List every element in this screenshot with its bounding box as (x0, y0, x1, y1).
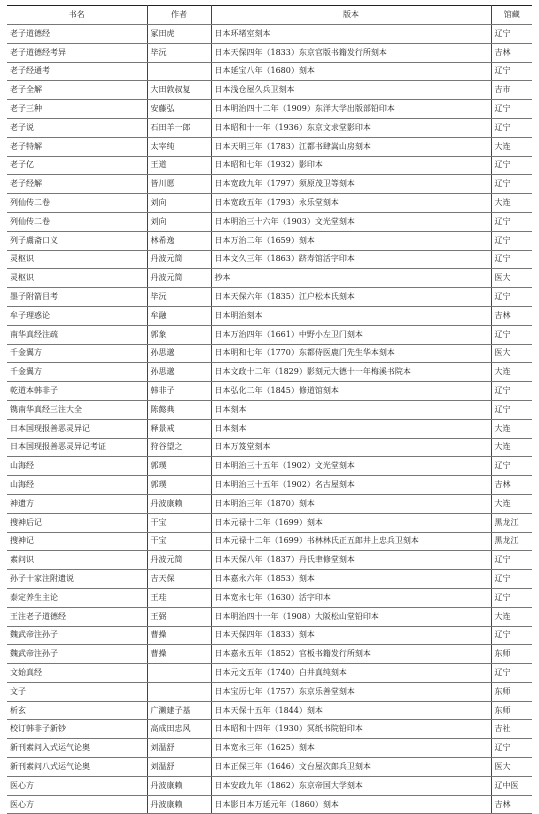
cell-edition: 日本环堵室刻本 (211, 25, 491, 44)
cell-edition: 日本嘉永六年（1853）刻本 (211, 570, 491, 589)
cell-title: 千金翼方 (7, 344, 147, 363)
cell-author: 高成田忠风 (147, 720, 211, 739)
table-row (7, 269, 532, 288)
cell-library: 辽宁 (491, 25, 532, 44)
cell-library: 辽宁 (491, 212, 532, 231)
table-row (7, 212, 532, 231)
cell-title: 老子道德经 (7, 25, 147, 44)
cell-title: 老子说 (7, 118, 147, 137)
cell-edition: 日本元文五年（1740）白井真纯刻本 (211, 664, 491, 683)
cell-title: 千金翼方 (7, 363, 147, 382)
table-row (7, 250, 532, 269)
table-row (7, 231, 532, 250)
cell-edition: 日本宽政五年（1793）永乐堂刻本 (211, 194, 491, 213)
cell-author: 冢田虎 (147, 25, 211, 44)
cell-title: 列仙传二卷 (7, 212, 147, 231)
cell-title: 灵枢识 (7, 250, 147, 269)
cell-library: 吉社 (491, 720, 532, 739)
table-body (7, 25, 532, 814)
table-row (7, 62, 532, 81)
cell-library: 医大 (491, 758, 532, 777)
cell-edition: 日本影日本万延元年（1860）刻本 (211, 795, 491, 814)
cell-edition: 日本宽永三年（1625）刻本 (211, 739, 491, 758)
cell-library: 大连 (491, 494, 532, 513)
table-row (7, 382, 532, 401)
cell-library: 东师 (491, 682, 532, 701)
cell-title: 老子道德经考异 (7, 43, 147, 62)
cell-author: 释景戒 (147, 419, 211, 438)
cell-author: 王珪 (147, 588, 211, 607)
table-row (7, 100, 532, 119)
cell-library: 辽宁 (491, 100, 532, 119)
cell-library: 辽宁 (491, 325, 532, 344)
table-row (7, 551, 532, 570)
table-row (7, 607, 532, 626)
cell-edition: 日本明治四十二年（1909）东洋大学出版部铅印本 (211, 100, 491, 119)
table-row (7, 720, 532, 739)
cell-library: 吉林 (491, 476, 532, 495)
cell-library: 大连 (491, 363, 532, 382)
cell-edition: 日本明治刻本 (211, 306, 491, 325)
cell-edition: 日本万治二年（1659）刻本 (211, 231, 491, 250)
cell-author: 石田羊一郎 (147, 118, 211, 137)
cell-title: 乾道本韩非子 (7, 382, 147, 401)
cell-edition: 日本宽政九年（1797）须原茂卫等刻本 (211, 175, 491, 194)
cell-edition: 日本弘化二年（1845）修道馆刻本 (211, 382, 491, 401)
header-title: 书名 (7, 6, 147, 25)
cell-title: 魏武帝注孙子 (7, 645, 147, 664)
table-row (7, 43, 532, 62)
cell-edition: 日本宝历七年（1757）东京乐善堂刻本 (211, 682, 491, 701)
cell-author: 安藤弘 (147, 100, 211, 119)
cell-library: 大连 (491, 194, 532, 213)
cell-library: 大连 (491, 438, 532, 457)
table-row (7, 288, 532, 307)
table-row (7, 513, 532, 532)
cell-edition: 日本明治三年（1870）刻本 (211, 494, 491, 513)
cell-edition: 日本文政十二年（1829）影刻元大德十一年梅溪书院本 (211, 363, 491, 382)
cell-author (147, 682, 211, 701)
cell-title: 南华真经注疏 (7, 325, 147, 344)
table-row (7, 156, 532, 175)
cell-library: 辽宁 (491, 664, 532, 683)
cell-edition: 日本天保十五年（1844）刻本 (211, 701, 491, 720)
cell-title: 日本国现报善恶灵异记 (7, 419, 147, 438)
cell-author: 陈懿典 (147, 400, 211, 419)
cell-library: 东师 (491, 701, 532, 720)
cell-title: 山海经 (7, 457, 147, 476)
cell-library: 辽宁 (491, 250, 532, 269)
table-row (7, 194, 532, 213)
cell-library: 辽宁 (491, 231, 532, 250)
cell-author: 刘向 (147, 212, 211, 231)
cell-library: 医大 (491, 344, 532, 363)
cell-library: 东师 (491, 645, 532, 664)
table-row (7, 701, 532, 720)
cell-author: 大田敦叔复 (147, 81, 211, 100)
cell-library: 医大 (491, 269, 532, 288)
cell-edition: 日本昭和七年（1932）影印本 (211, 156, 491, 175)
cell-author (147, 664, 211, 683)
table-row (7, 645, 532, 664)
cell-edition: 日本昭和十四年（1930）冥纸书院铅印本 (211, 720, 491, 739)
cell-edition: 日本嘉永五年（1852）官板书籍发行所刻本 (211, 645, 491, 664)
cell-library: 黑龙江 (491, 513, 532, 532)
cell-library: 辽宁 (491, 62, 532, 81)
cell-title: 校订韩非子新钞 (7, 720, 147, 739)
table-row (7, 494, 532, 513)
header-author: 作者 (147, 6, 211, 25)
cell-author: 郭象 (147, 325, 211, 344)
cell-title: 老子经解 (7, 175, 147, 194)
table-row (7, 588, 532, 607)
cell-author: 太宰纯 (147, 137, 211, 156)
cell-title: 医心方 (7, 776, 147, 795)
cell-edition: 日本明治四十一年（1908）大阪松山堂铅印本 (211, 607, 491, 626)
table-row (7, 776, 532, 795)
cell-title: 新刊素问八式运气论奥 (7, 758, 147, 777)
table-row (7, 400, 532, 419)
table-row (7, 325, 532, 344)
cell-library: 吉林 (491, 43, 532, 62)
table-row (7, 344, 532, 363)
cell-title: 搜神后记 (7, 513, 147, 532)
cell-title: 泰定养生主论 (7, 588, 147, 607)
cell-edition: 日本正保三年（1646）文台屋次郎兵卫刻本 (211, 758, 491, 777)
cell-edition: 日本宽永七年（1630）活字印本 (211, 588, 491, 607)
cell-library: 吉市 (491, 81, 532, 100)
table-row (7, 438, 532, 457)
cell-edition: 日本天保六年（1835）江户松本氏刻本 (211, 288, 491, 307)
cell-edition: 日本安政九年（1862）东京帝国大学刻本 (211, 776, 491, 795)
cell-title: 老子全解 (7, 81, 147, 100)
cell-title: 镌南华真经三注大全 (7, 400, 147, 419)
table-row (7, 175, 532, 194)
table-row (7, 25, 532, 44)
cell-author: 郭璞 (147, 457, 211, 476)
cell-author: 丹波康赖 (147, 776, 211, 795)
table-row (7, 419, 532, 438)
cell-title: 牟子理惑论 (7, 306, 147, 325)
cell-library: 辽中医 (491, 776, 532, 795)
cell-edition: 日本明和七年（1770）东都侍医鹿门先生华本刻本 (211, 344, 491, 363)
cell-library: 辽宁 (491, 175, 532, 194)
table-row (7, 758, 532, 777)
header-edition: 版本 (211, 6, 491, 25)
cell-author: 毕沅 (147, 43, 211, 62)
table-row (7, 306, 532, 325)
table-row (7, 363, 532, 382)
cell-library: 辽宁 (491, 400, 532, 419)
table-row (7, 457, 532, 476)
cell-edition: 日本天保八年（1837）丹氏聿修堂刻本 (211, 551, 491, 570)
cell-title: 素问识 (7, 551, 147, 570)
cell-edition: 日本明治三十六年（1903）文光堂刻本 (211, 212, 491, 231)
cell-library: 辽宁 (491, 570, 532, 589)
cell-edition: 日本元禄十二年（1699）书林林氏正五郎井上忠兵卫刻本 (211, 532, 491, 551)
table-row (7, 664, 532, 683)
table-row (7, 626, 532, 645)
cell-edition: 日本延宝八年（1680）刻本 (211, 62, 491, 81)
cell-library: 辽宁 (491, 382, 532, 401)
cell-author: 干宝 (147, 513, 211, 532)
table-row (7, 532, 532, 551)
cell-title: 医心方 (7, 795, 147, 814)
cell-edition: 日本昭和十一年（1936）东京文求堂影印本 (211, 118, 491, 137)
cell-library: 辽宁 (491, 588, 532, 607)
cell-library: 辽宁 (491, 156, 532, 175)
cell-edition: 日本明治三十五年（1902）文光堂刻本 (211, 457, 491, 476)
cell-title: 日本国现报善恶灵异记考证 (7, 438, 147, 457)
table-row (7, 81, 532, 100)
cell-edition: 日本天保四年（1833）东京官版书籍发行所刻本 (211, 43, 491, 62)
cell-author: 干宝 (147, 532, 211, 551)
table-row (7, 118, 532, 137)
cell-author: 牟融 (147, 306, 211, 325)
catalog-table (7, 5, 532, 814)
table-row (7, 570, 532, 589)
cell-title: 老子亿 (7, 156, 147, 175)
cell-author: 刘温舒 (147, 739, 211, 758)
cell-title: 列仙传二卷 (7, 194, 147, 213)
cell-library: 吉林 (491, 795, 532, 814)
cell-title: 老子特解 (7, 137, 147, 156)
cell-library: 大连 (491, 607, 532, 626)
cell-title: 文子 (7, 682, 147, 701)
cell-title: 魏武帝注孙子 (7, 626, 147, 645)
cell-author: 广濑建子基 (147, 701, 211, 720)
cell-title: 神遗方 (7, 494, 147, 513)
cell-title: 孙子十家注附遗说 (7, 570, 147, 589)
cell-author: 丹波康赖 (147, 795, 211, 814)
cell-author: 皆川愿 (147, 175, 211, 194)
cell-author: 郭璞 (147, 476, 211, 495)
cell-title: 老子三种 (7, 100, 147, 119)
cell-edition: 日本天明三年（1783）江都书肆嵩山房刻本 (211, 137, 491, 156)
cell-edition: 日本刻本 (211, 400, 491, 419)
cell-title: 灵枢识 (7, 269, 147, 288)
cell-library: 黑龙江 (491, 532, 532, 551)
cell-title: 老子经通考 (7, 62, 147, 81)
cell-title: 析玄 (7, 701, 147, 720)
cell-title: 墨子附箭目考 (7, 288, 147, 307)
cell-author: 毕沅 (147, 288, 211, 307)
cell-title: 王注老子道德经 (7, 607, 147, 626)
cell-title: 搜神记 (7, 532, 147, 551)
cell-author: 刘温舒 (147, 758, 211, 777)
cell-author: 王弼 (147, 607, 211, 626)
cell-edition: 日本天保四年（1833）刻本 (211, 626, 491, 645)
cell-author: 丹波元简 (147, 551, 211, 570)
table-row (7, 682, 532, 701)
cell-library: 辽宁 (491, 739, 532, 758)
cell-edition: 日本浅仓屋久兵卫刻本 (211, 81, 491, 100)
table-row (7, 137, 532, 156)
cell-edition: 日本明治三十五年（1902）名古屋刻本 (211, 476, 491, 495)
cell-author: 刘向 (147, 194, 211, 213)
table-row (7, 739, 532, 758)
table-row (7, 476, 532, 495)
cell-author: 曹操 (147, 626, 211, 645)
cell-author: 孙思邈 (147, 363, 211, 382)
cell-edition: 日本万治四年（1661）中野小左卫门刻本 (211, 325, 491, 344)
table-row (7, 795, 532, 814)
cell-library: 吉林 (491, 306, 532, 325)
cell-title: 列子鬳斋口义 (7, 231, 147, 250)
cell-author: 狩谷望之 (147, 438, 211, 457)
cell-edition: 日本元禄十二年（1699）刻本 (211, 513, 491, 532)
table-header-row (7, 6, 532, 25)
cell-author: 曹操 (147, 645, 211, 664)
cell-title: 文始真经 (7, 664, 147, 683)
cell-author: 吉天保 (147, 570, 211, 589)
cell-author: 孙思邈 (147, 344, 211, 363)
cell-author: 王道 (147, 156, 211, 175)
header-library: 馆藏 (491, 6, 532, 25)
cell-author: 林希逸 (147, 231, 211, 250)
cell-library: 辽宁 (491, 118, 532, 137)
cell-author: 丹波元简 (147, 269, 211, 288)
cell-library: 辽宁 (491, 288, 532, 307)
cell-library: 辽宁 (491, 551, 532, 570)
cell-title: 山海经 (7, 476, 147, 495)
cell-edition: 日本刻本 (211, 419, 491, 438)
cell-edition: 日本万笈堂刻本 (211, 438, 491, 457)
cell-title: 新刊素问入式运气论奥 (7, 739, 147, 758)
cell-library: 辽宁 (491, 457, 532, 476)
cell-author: 丹波康赖 (147, 494, 211, 513)
cell-author: 丹波元简 (147, 250, 211, 269)
cell-edition: 日本文久三年（1863）跻寿馆活字印本 (211, 250, 491, 269)
cell-library: 大连 (491, 137, 532, 156)
cell-library: 大连 (491, 419, 532, 438)
cell-author: 韩非子 (147, 382, 211, 401)
cell-edition: 抄本 (211, 269, 491, 288)
cell-author (147, 62, 211, 81)
cell-library: 辽宁 (491, 626, 532, 645)
